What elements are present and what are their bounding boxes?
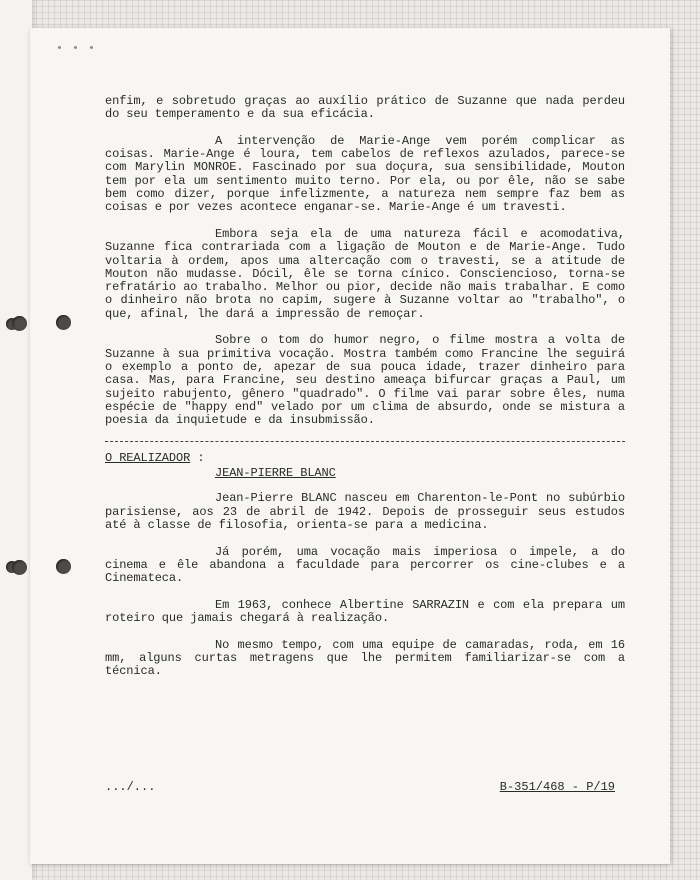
staple-mark bbox=[74, 46, 77, 49]
paragraph: No mesmo tempo, com uma equipe de camaradas, roda, em 16 mm, alguns curtas metragens que lhe permitem familiarizar-se com a técnica. bbox=[105, 637, 625, 679]
section-heading bbox=[105, 452, 625, 481]
typewritten-text bbox=[105, 95, 625, 692]
underlying-sheet bbox=[0, 0, 32, 880]
punch-hole-bottom bbox=[12, 560, 27, 575]
paragraph: Já porém, uma vocação mais imperiosa o impele, a do cinema e êle abandona a faculdade para percorrer os cine-clubes e a Cinemateca. bbox=[105, 544, 625, 586]
staple-mark bbox=[58, 46, 61, 49]
paragraph: Em 1963, conhece Albertine SARRAZIN e com ela prepara um roteiro que jamais chegará à realização. bbox=[105, 597, 625, 625]
paragraph: Jean-Pierre BLANC nasceu em Charenton-le-Pont no subúrbio parisiense, aos 23 de abril de 1942. Depois de prosseguir seus estudos até à classe de filosofia, orienta-se para a medicina. bbox=[105, 491, 625, 532]
section-label: O REALIZADOR bbox=[105, 450, 191, 465]
paragraph: Sobre o tom do humor negro, o filme mostra a volta de Suzanne à sua primitiva vocação. Mostra também como Francine lhe seguirá o exemplo a ponto de, apezar de sua pouca idade, trazer dinheiro para casa. Mas, para Francine, seu destino ameaça bifurcar graças a Paul, um sujeito rabujento, gênero "quadrado". O filme vai parar sobre êles, numa espécie de "happy end" velado por um clima de absurdo, onde se mistura a poesia da inquietude e da insubmissão. bbox=[105, 333, 625, 428]
dashed-divider bbox=[105, 441, 625, 442]
director-name: JEAN-PIERRE BLANC bbox=[215, 466, 336, 481]
punch-hole-bottom-right bbox=[56, 559, 71, 574]
section-colon: : bbox=[197, 450, 205, 465]
page-footer bbox=[105, 780, 615, 794]
paragraph: Embora seja ela de uma natureza fácil e acomodativa, Suzanne fica contrariada com a ligação de Mouton e de Marie-Ange. Tudo voltaria à ordem, apos uma altercação com o travesti, se a atitude de Mouton não mudasse. Dócil, êle se torna cínico. Consciencioso, torna-se refratário ao trabalho. Melhor ou pior, decide não mais trabalhar. E como o dinheiro não brota no capim, sugere à Suzanne voltar ao "trabalho", o que, afinal, lhe dará a impressão de remoçar. bbox=[105, 226, 625, 321]
page-reference: B-351/468 - P/19 bbox=[499, 780, 615, 794]
continuation-mark: .../... bbox=[105, 780, 156, 794]
paragraph: enfim, e sobretudo graças ao auxílio prático de Suzanne que nada perdeu do seu temperamento e da sua eficácia. bbox=[105, 94, 625, 122]
punch-hole-top bbox=[12, 316, 27, 331]
paragraph: A intervenção de Marie-Ange vem porém complicar as coisas. Marie-Ange é loura, tem cabelos de reflexos azulados, parece-se com Marylin MONROE. Fascinado por sua doçura, sua sensibilidade, Mouton tem por ela um sentimento muito terno. Por ela, ou por êle, não se sabe bem como dizer, porque infelizmente, a natureza nem sempre faz bem as coisas e por vezes acontece enganar-se. Marie-Ange é um travesti. bbox=[105, 133, 625, 215]
staple-mark bbox=[90, 46, 93, 49]
punch-hole-top-right bbox=[56, 315, 71, 330]
